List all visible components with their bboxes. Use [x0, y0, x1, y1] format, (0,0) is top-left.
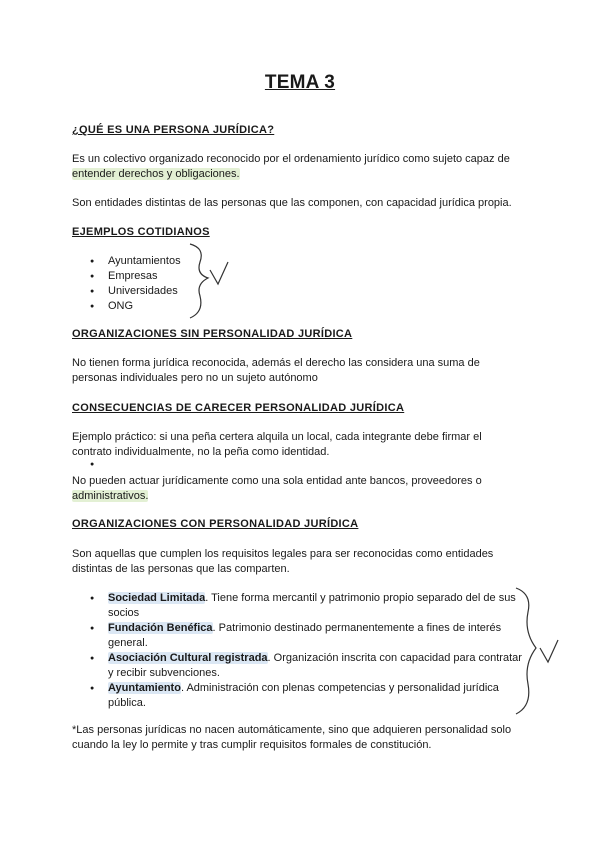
heading-consequences: CONSECUENCIAS DE CARECER PERSONALIDAD JURÍDICA: [72, 402, 405, 414]
consequences-line-2: contrato individualmente, no la peña como identidad.: [72, 446, 330, 458]
list-item: ● Asociación Cultural registrada. Organización inscrita con capacidad para contratar y recibir subvenciones.: [72, 651, 522, 681]
heading-without-legal-personality: ORGANIZACIONES SIN PERSONALIDAD JURÍDICA: [72, 328, 353, 340]
brace-mark-examples: [190, 244, 208, 318]
heading-with-legal-personality: ORGANIZACIONES CON PERSONALIDAD JURÍDICA: [72, 518, 359, 530]
without-line-2: personas individuales pero no un sujeto autónomo: [72, 372, 318, 384]
with-intro-line-2: distintas de las personas que las comparten.: [72, 563, 290, 575]
what-is-line-1: Es un colectivo organizado reconocido por el ordenamiento jurídico como sujeto capaz de: [72, 153, 510, 165]
with-intro-line-1: Son aquellas que cumplen los requisitos legales para ser reconocidas como entidades: [72, 548, 494, 560]
check-mark-examples: [210, 262, 228, 284]
note-line-1: *Las personas jurídicas no nacen automáticamente, sino que adquieren personalidad solo: [72, 724, 512, 736]
heading-what-is: ¿QUÉ ES UNA PERSONA JURÍDICA?: [72, 124, 275, 136]
heading-examples: EJEMPLOS COTIDIANOS: [72, 226, 210, 238]
empty-bullet: ●: [90, 461, 95, 468]
list-item: ● Universidades: [72, 284, 181, 299]
list-item: ● Sociedad Limitada. Tiene forma mercantil y patrimonio propio separado del de sus socios: [72, 591, 522, 621]
list-item: ● Ayuntamientos: [72, 254, 181, 269]
page-title: TEMA 3: [264, 72, 336, 93]
list-item: ● Empresas: [72, 269, 181, 284]
brace-mark-organizations: [516, 588, 536, 714]
what-is-paragraph-2: Son entidades distintas de las personas que las componen, con capacidad jurídica propia.: [72, 197, 512, 209]
check-mark-organizations: [540, 640, 558, 662]
note-line-2: cuando la ley lo permite y tras cumplir requisitos formales de constitución.: [72, 739, 432, 751]
consequences-line-1: Ejemplo práctico: si una peña certera alquila un local, cada integrante debe firmar el: [72, 431, 482, 443]
consequences-line-4: administrativos.: [72, 490, 149, 502]
what-is-line-2: entender derechos y obligaciones.: [72, 168, 240, 180]
list-item: ● ONG: [72, 299, 181, 314]
without-line-1: No tienen forma jurídica reconocida, además el derecho las considera una suma de: [72, 357, 480, 369]
list-item: ● Ayuntamiento. Administración con plenas competencias y personalidad jurídica pública.: [72, 681, 522, 711]
consequences-line-3: No pueden actuar jurídicamente como una sola entidad ante bancos, proveedores o: [72, 475, 482, 487]
list-item: ● Fundación Benéfica. Patrimonio destinado permanentemente a fines de interés general.: [72, 621, 522, 651]
